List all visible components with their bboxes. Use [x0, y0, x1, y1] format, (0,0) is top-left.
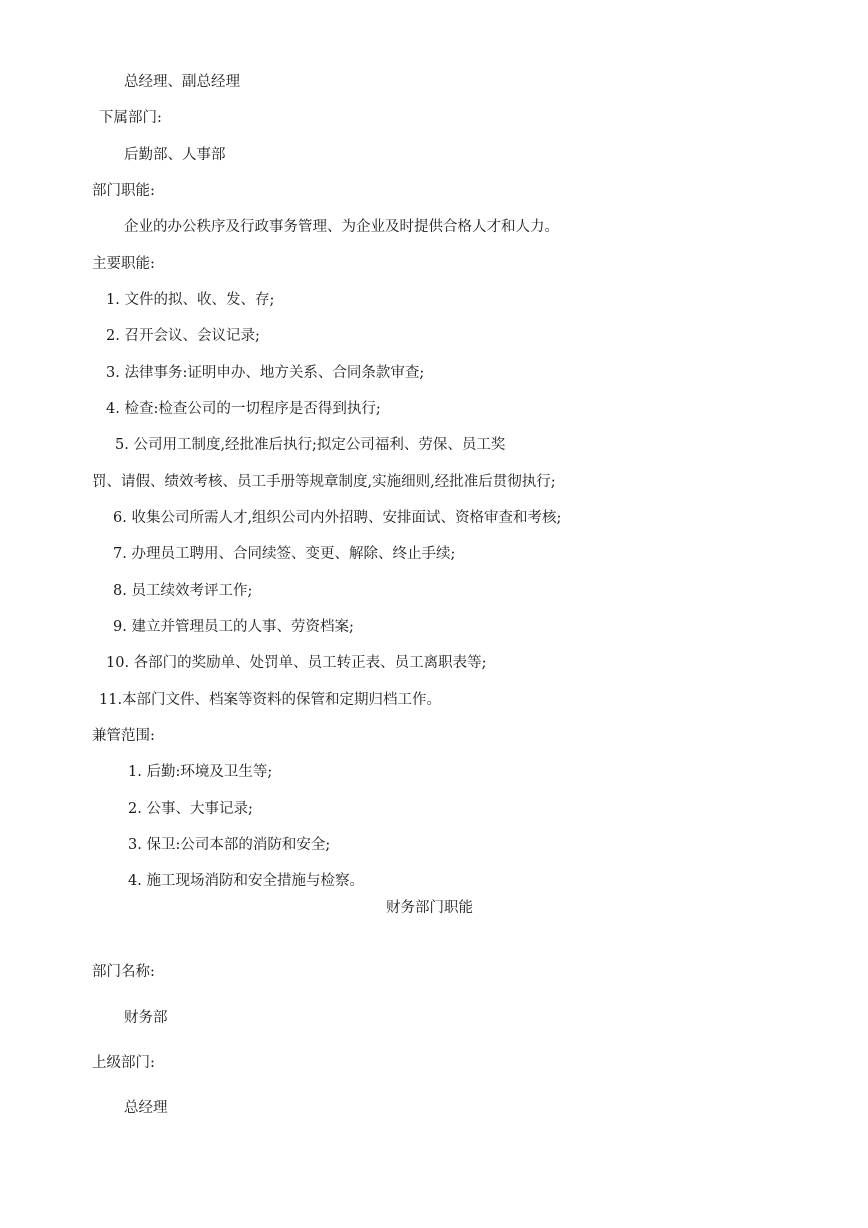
text-line: 后勤部、人事部 [124, 147, 226, 163]
text-line: 总经理、副总经理 [124, 74, 240, 90]
list-item: 1. 文件的拟、收、发、存; [106, 292, 275, 308]
section-label: 兼管范围: [92, 728, 155, 744]
list-item: 1. 后勤:环境及卫生等; [128, 764, 273, 780]
section-label: 主要职能: [92, 256, 155, 272]
list-item: 5. 公司用工制度,经批准后执行;拟定公司福利、劳保、员工奖 [115, 437, 506, 453]
list-item: 3. 保卫:公司本部的消防和安全; [128, 837, 331, 853]
list-item: 2. 召开会议、会议记录; [106, 328, 260, 344]
section-heading: 财务部门职能 [386, 900, 473, 916]
list-item: 6. 收集公司所需人才,组织公司内外招聘、安排面试、资格审查和考核; [113, 510, 562, 526]
list-item: 11.本部门文件、档案等资料的保管和定期归档工作。 [99, 692, 442, 708]
list-item-continuation: 罚、请假、绩效考核、员工手册等规章制度,实施细则,经批准后贯彻执行; [92, 474, 556, 490]
list-item: 10. 各部门的奖励单、处罚单、员工转正表、员工离职表等; [106, 655, 487, 671]
list-item: 8. 员工续效考评工作; [113, 583, 253, 599]
text-line: 总经理 [124, 1100, 168, 1116]
section-label: 部门名称: [92, 964, 155, 980]
text-line: 财务部 [124, 1010, 168, 1026]
section-label: 上级部门: [92, 1055, 155, 1071]
section-label: 下属部门: [99, 110, 162, 126]
list-item: 4. 施工现场消防和安全措施与检察。 [128, 873, 364, 889]
text-line: 企业的办公秩序及行政事务管理、为企业及时提供合格人才和人力。 [124, 219, 559, 235]
list-item: 2. 公事、大事记录; [128, 801, 253, 817]
list-item: 4. 检查:检查公司的一切程序是否得到执行; [106, 401, 381, 417]
list-item: 9. 建立并管理员工的人事、劳资档案; [113, 619, 354, 635]
list-item: 7. 办理员工聘用、合同续签、变更、解除、终止手续; [113, 546, 456, 562]
section-label: 部门职能: [92, 183, 155, 199]
list-item: 3. 法律事务:证明申办、地方关系、合同条款审查; [106, 365, 425, 381]
